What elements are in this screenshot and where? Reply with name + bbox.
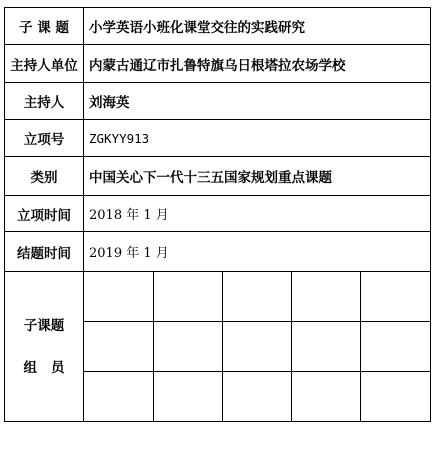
row-members xyxy=(5,272,431,422)
member-cell xyxy=(222,272,291,322)
label-start-date: 立项时间 xyxy=(5,196,84,232)
row-start-date xyxy=(5,196,431,232)
label-host-unit: 主持人单位 xyxy=(5,45,84,83)
members-grid-row xyxy=(84,372,430,422)
member-cell xyxy=(292,272,361,322)
label-members xyxy=(5,272,84,422)
member-cell xyxy=(84,272,153,322)
project-info-table xyxy=(4,7,431,422)
row-host-unit xyxy=(5,45,431,83)
member-cell xyxy=(153,372,222,422)
value-host-unit: 内蒙古通辽市扎鲁特旗乌日根塔拉农场学校 xyxy=(84,45,431,83)
label-category: 类别 xyxy=(5,157,84,196)
member-cell xyxy=(361,372,430,422)
member-cell xyxy=(84,372,153,422)
member-cell xyxy=(361,322,430,372)
row-host xyxy=(5,83,431,120)
row-end-date xyxy=(5,232,431,272)
member-cell xyxy=(153,272,222,322)
member-cell xyxy=(361,272,430,322)
label-project-number: 立项号 xyxy=(5,120,84,157)
member-cell xyxy=(153,322,222,372)
row-subproject xyxy=(5,8,431,45)
label-end-date: 结题时间 xyxy=(5,232,84,272)
member-cell xyxy=(292,372,361,422)
label-subproject: 子 课 题 xyxy=(5,8,84,45)
label-members-line1: 子课题 xyxy=(23,317,65,334)
value-start-date: 2018 年 1 月 xyxy=(84,196,431,232)
members-grid xyxy=(84,272,430,421)
value-end-date: 2019 年 1 月 xyxy=(84,232,431,272)
members-grid-row xyxy=(84,322,430,372)
value-host: 刘海英 xyxy=(84,83,431,120)
members-grid-container xyxy=(84,272,431,422)
value-category: 中国关心下一代十三五国家规划重点课题 xyxy=(84,157,431,196)
row-project-number xyxy=(5,120,431,157)
member-cell xyxy=(222,322,291,372)
members-grid-row xyxy=(84,272,430,322)
label-members-line2: 组 员 xyxy=(23,359,65,376)
label-host: 主持人 xyxy=(5,83,84,120)
value-project-number: ZGKYY913 xyxy=(84,120,431,157)
member-cell xyxy=(222,372,291,422)
member-cell xyxy=(84,322,153,372)
row-category xyxy=(5,157,431,196)
member-cell xyxy=(292,322,361,372)
value-subproject: 小学英语小班化课堂交往的实践研究 xyxy=(84,8,431,45)
